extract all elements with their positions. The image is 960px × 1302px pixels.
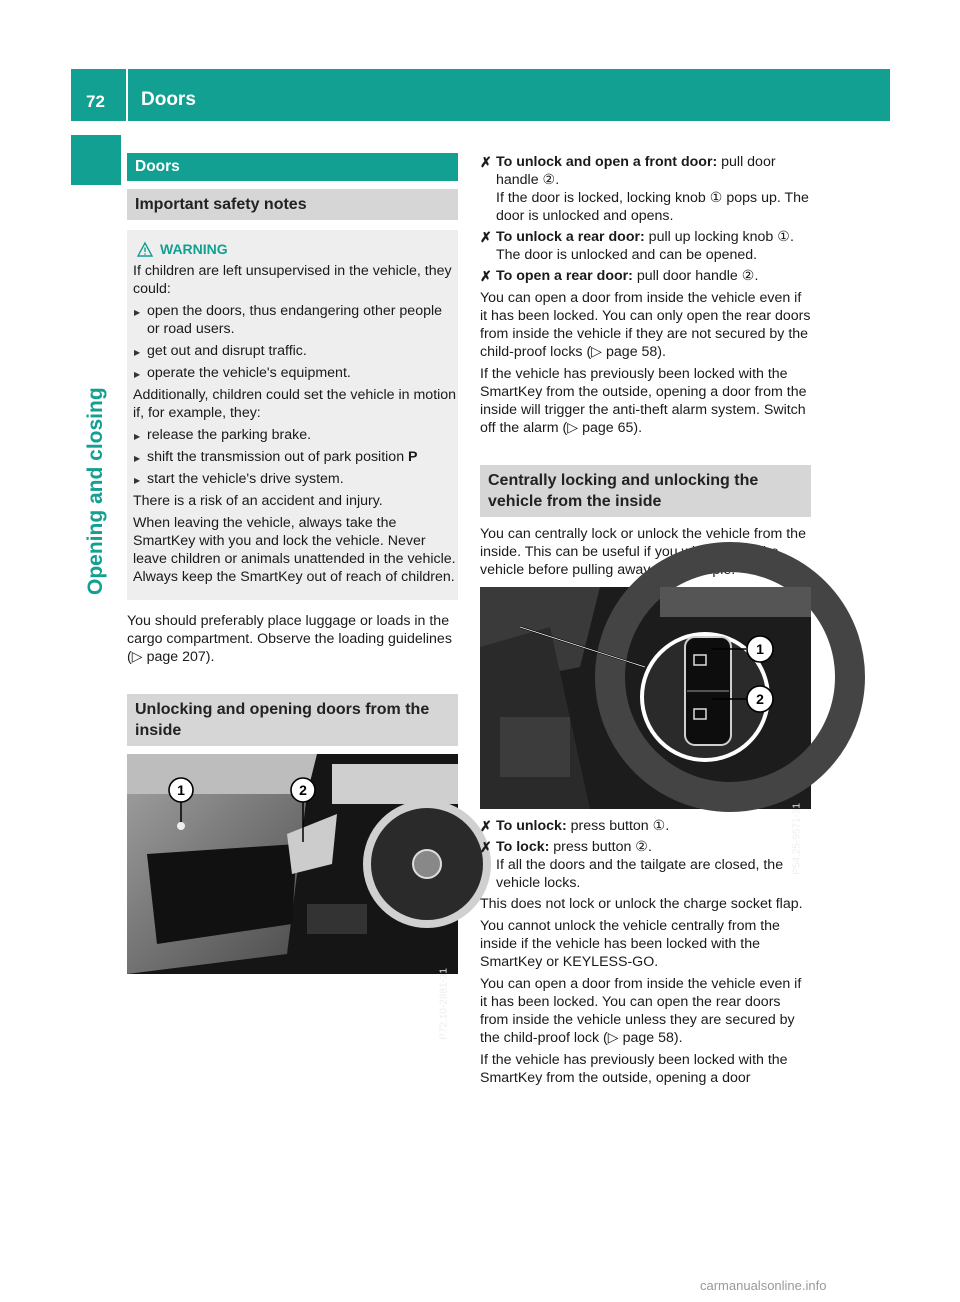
step-result: If the door is locked, locking knob ① pops up. The door is unlocked and opens. [496,190,809,224]
step-text: pull door handle ②. [632,268,759,284]
warning-item-text: shift the transmission out of park position [147,449,409,465]
step-marker-icon: ✗ [480,154,492,170]
warning-label: WARNING [160,241,228,257]
side-label [71,205,121,605]
figure-code: P54.25-9571-31 [792,803,803,875]
step-text: pull door handle ②. [496,154,776,188]
instruction-step [480,228,811,264]
step-title: To open a rear door: [496,268,633,284]
step-title: To unlock and open a front door: [496,154,718,170]
warning-para: Additionally, children could set the vehicle in motion if, for example, they: [133,387,457,421]
header-title: Doors [141,89,196,110]
callout-2: 2 [756,691,764,707]
watermark: carmanualsonline.info [700,1278,827,1293]
step-text: press button ②. [549,839,652,855]
central-intro: You can centrally lock or unlock the vehicle from the inside. This can be useful if you wish to lock the vehicle before pulling away, for example. [480,526,806,578]
step-title: To lock: [496,839,550,855]
central-title: Centrally locking and unlocking the vehicle from the inside [480,465,811,517]
warning-triangle-icon [137,242,153,257]
figure-code: P72.10-2881-31 [439,968,450,1040]
chapter-label: Opening and closing [84,387,107,595]
warning-item: ▶ operate the vehicle's equipment. [133,364,458,382]
callout-2: 2 [299,782,307,798]
unlock-title: Unlocking and opening doors from the inside [127,694,458,746]
warning-item: ▶ start the vehicle's drive system. [133,470,458,488]
left-column [127,153,458,1040]
instruction-step [480,817,811,835]
step-title: To unlock: [496,818,567,834]
callout-1: 1 [756,641,764,657]
section-title: Doors [127,153,458,181]
side-tab [71,135,121,185]
door-illustration [127,754,458,974]
instruction-step [480,267,811,285]
instruction-step [480,838,811,892]
paragraph: You can open a door from inside the vehicle even if it has been locked. You can open the rear doors from inside the vehicle unless they are secured by the child-proof lock (▷ page 58). [480,976,802,1046]
warning-box [127,230,458,600]
warning-item: ▶ release the parking brake. [133,426,458,444]
paragraph: You cannot unlock the vehicle centrally from the inside if the vehicle has been locked with the SmartKey or KEYLESS-GO. [480,918,780,970]
warning-item [133,448,458,466]
paragraph: If the vehicle has previously been locked with the SmartKey from the outside, opening a door from the inside will trigger the anti-theft alarm system. Switch off the alarm (▷ page 65). [480,366,807,436]
page-number: 72 [86,92,105,111]
park-position: P [408,449,418,465]
central-locking-illustration [480,587,811,809]
warning-para: There is a risk of an accident and injury. [133,493,383,509]
paragraph: This does not lock or unlock the charge socket flap. [480,896,803,912]
header-separator [126,69,128,121]
step-title: To unlock a rear door: [496,229,645,245]
step-marker-icon: ✗ [480,818,492,834]
warning-heading [137,240,458,258]
right-column [480,153,811,1091]
instruction-step [480,153,811,225]
warning-para: When leaving the vehicle, always take the SmartKey with you and lock the vehicle. Never leave children or animals unattended in the vehicle. Always keep the SmartKey out of reach of children. [133,515,456,585]
luggage-text: You should preferably place luggage or loads in the cargo compartment. Observe the loading guidelines (▷ page 207). [127,613,452,665]
step-result: If all the doors and the tailgate are closed, the vehicle locks. [496,857,784,891]
step-marker-icon: ✗ [480,839,492,855]
step-marker-icon: ✗ [480,268,492,284]
step-text: press button ①. [566,818,670,834]
step-text: pull up locking knob ①. [644,229,794,245]
callout-1: 1 [177,782,185,798]
warning-item: ▶ get out and disrupt traffic. [133,342,458,360]
step-marker-icon: ✗ [480,229,492,245]
door-figure [127,754,458,1040]
safety-title: Important safety notes [127,189,458,220]
warning-item: ▶ open the doors, thus endangering other people or road users. [133,302,458,338]
paragraph: If the vehicle has previously been locked with the SmartKey from the outside, opening a door [480,1052,788,1086]
step-result: The door is unlocked and can be opened. [496,247,758,263]
warning-intro: If children are left unsupervised in the vehicle, they could: [133,263,452,297]
paragraph: You can open a door from inside the vehicle even if it has been locked. You can only open the rear doors from inside the vehicle if they are not secured by the child-proof locks (▷ page 58). [480,290,811,360]
